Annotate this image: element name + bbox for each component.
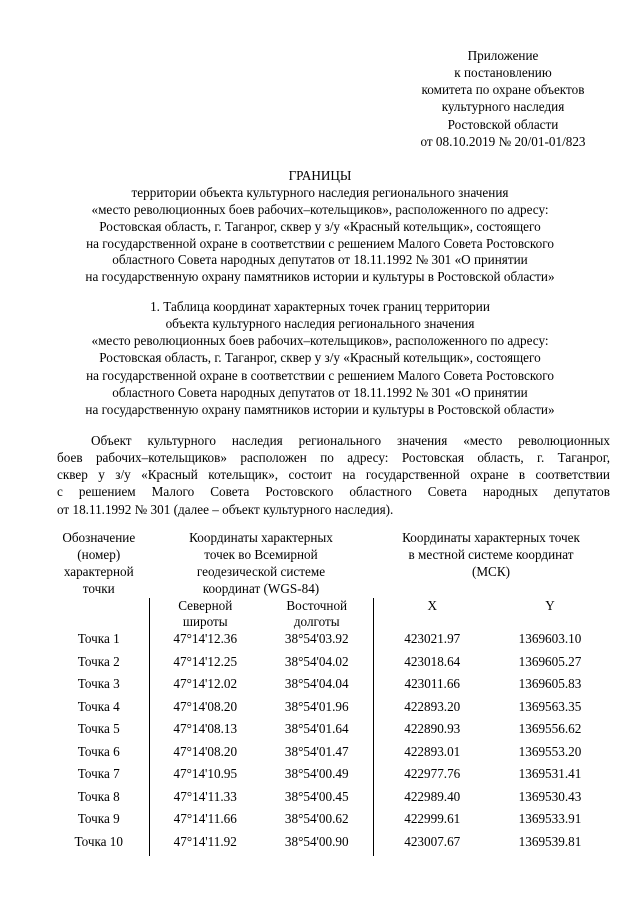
x-value: 422893.20 xyxy=(404,698,461,714)
point-name: Точка 2 xyxy=(77,653,120,669)
point-name: Точка 9 xyxy=(77,811,120,827)
y-value: 1369553.20 xyxy=(518,743,582,759)
latitude-value: 47°14'08.20 xyxy=(149,699,261,722)
title-line: на государственной охране в соответствии с решением Малого Совета Ростовского xyxy=(86,235,554,251)
header-y: Y xyxy=(545,597,555,613)
header-line: (МСК) xyxy=(471,563,511,579)
x-value: 422893.01 xyxy=(404,743,461,759)
coordinates-table xyxy=(49,530,609,856)
header-line: в местной системе координат xyxy=(408,546,574,562)
description-paragraph xyxy=(57,432,610,518)
y-value: 1369603.10 xyxy=(518,631,582,647)
longitude-value: 38°54'00.90 xyxy=(261,834,373,857)
table-title-line: Ростовская область, г. Таганрог, сквер у з/у «Красный котельщик», состоящего xyxy=(99,350,541,366)
latitude-value: 47°14'12.02 xyxy=(149,676,261,699)
y-value: 1369605.83 xyxy=(518,676,582,692)
longitude-value: 38°54'00.49 xyxy=(261,766,373,789)
table-title-line: областного Совета народных депутатов от 18.11.1992 № 301 «О принятии xyxy=(112,384,528,400)
table-title-line: на государственную охрану памятников истории и культуры в Ростовской области» xyxy=(85,401,555,417)
x-value: 423011.66 xyxy=(404,676,461,692)
table-body xyxy=(49,631,609,856)
header-msk xyxy=(373,530,609,598)
table-row xyxy=(49,811,609,834)
x-value: 422890.93 xyxy=(404,721,461,737)
latitude-value: 47°14'08.20 xyxy=(149,744,261,767)
table-header-row xyxy=(49,530,609,598)
header-x: X xyxy=(427,597,438,613)
latitude-value: 47°14'12.25 xyxy=(149,654,261,677)
header-line: (номер) xyxy=(77,546,121,562)
longitude-value: 38°54'03.92 xyxy=(261,631,373,654)
longitude-value: 38°54'01.64 xyxy=(261,721,373,744)
table-title-line: на государственной охране в соответствии с решением Малого Совета Ростовского xyxy=(86,367,554,383)
title-line: территории объекта культурного наследия регионального значения xyxy=(131,184,509,200)
latitude-value: 47°14'11.92 xyxy=(149,834,261,857)
table-row xyxy=(49,789,609,812)
title-line: Ростовская область, г. Таганрог, сквер у з/у «Красный котельщик», состоящего xyxy=(99,218,541,234)
x-value: 422989.40 xyxy=(404,788,461,804)
header-line: Восточной xyxy=(286,597,348,613)
point-name: Точка 1 xyxy=(77,631,120,647)
point-name: Точка 10 xyxy=(74,833,123,849)
table-title-line: объекта культурного наследия регионального значения xyxy=(165,316,475,332)
x-value: 422999.61 xyxy=(404,811,461,827)
header-longitude xyxy=(261,598,373,632)
longitude-value: 38°54'00.62 xyxy=(261,811,373,834)
longitude-value: 38°54'04.04 xyxy=(261,676,373,699)
appendix-line: культурного наследия xyxy=(441,99,565,115)
point-name: Точка 6 xyxy=(77,743,120,759)
y-value: 1369605.27 xyxy=(518,653,582,669)
x-value: 423018.64 xyxy=(404,653,461,669)
header-line: Обозначение xyxy=(62,530,136,545)
latitude-value: 47°14'08.13 xyxy=(149,721,261,744)
header-line: Координаты характерных точек xyxy=(402,530,580,545)
title-line: областного Совета народных депутатов от 18.11.1992 № 301 «О принятии xyxy=(112,252,528,268)
header-line: долготы xyxy=(293,614,340,630)
header-line: характерной xyxy=(63,563,134,579)
y-value: 1369563.35 xyxy=(518,698,582,714)
x-value: 423007.67 xyxy=(404,833,461,849)
latitude-value: 47°14'10.95 xyxy=(149,766,261,789)
table-title-line: «место революционных боев рабочих–котельщиков», расположенного по адресу: xyxy=(91,333,549,349)
latitude-value: 47°14'12.36 xyxy=(149,631,261,654)
header-line: Северной xyxy=(178,597,233,613)
table-row xyxy=(49,631,609,654)
y-value: 1369539.81 xyxy=(518,833,582,849)
table-row xyxy=(49,699,609,722)
longitude-value: 38°54'01.96 xyxy=(261,699,373,722)
paragraph-line: боев рабочих–котельщиков» расположен по адресу: Ростовская область, г. Таганрог, xyxy=(57,450,610,466)
point-name: Точка 5 xyxy=(77,721,120,737)
appendix-line: к постановлению xyxy=(454,65,552,81)
appendix-line: комитета по охране объектов xyxy=(421,82,585,98)
document-title xyxy=(20,168,620,286)
table-row xyxy=(49,834,609,857)
table-row xyxy=(49,654,609,677)
table-row xyxy=(49,744,609,767)
table-row xyxy=(49,676,609,699)
longitude-value: 38°54'04.02 xyxy=(261,654,373,677)
header-line: Координаты характерных xyxy=(189,530,333,545)
latitude-value: 47°14'11.33 xyxy=(149,789,261,812)
appendix-line: Ростовской области xyxy=(447,116,559,132)
y-value: 1369533.91 xyxy=(518,811,582,827)
header-line: геодезической системе xyxy=(196,563,326,579)
paragraph-line: от 18.11.1992 № 301 (далее – объект культурного наследия). xyxy=(57,501,394,517)
header-line: координат (WGS-84) xyxy=(202,580,320,596)
point-name: Точка 3 xyxy=(77,676,120,692)
point-name: Точка 4 xyxy=(77,698,120,714)
appendix-line: Приложение xyxy=(467,48,539,63)
table-row xyxy=(49,766,609,789)
appendix-header xyxy=(398,47,608,150)
table-title-line: 1. Таблица координат характерных точек границ территории xyxy=(150,299,490,314)
paragraph-line: с решением Малого Совета Ростовского областного Совета народных депутатов xyxy=(57,484,610,500)
table-row xyxy=(49,721,609,744)
x-value: 423021.97 xyxy=(404,631,461,647)
header-line: точек во Всемирной xyxy=(204,546,318,562)
paragraph-line: Объект культурного наследия регионального значения «место революционных xyxy=(91,433,610,448)
table-title xyxy=(20,298,620,418)
y-value: 1369556.62 xyxy=(518,721,582,737)
x-value: 422977.76 xyxy=(404,766,461,782)
longitude-value: 38°54'00.45 xyxy=(261,789,373,812)
header-line: широты xyxy=(182,614,228,630)
header-latitude xyxy=(149,598,261,632)
point-name: Точка 7 xyxy=(77,766,120,782)
y-value: 1369530.43 xyxy=(518,788,582,804)
title-line: ГРАНИЦЫ xyxy=(288,168,352,183)
header-line: точки xyxy=(82,580,115,596)
appendix-line: от 08.10.2019 № 20/01-01/823 xyxy=(420,133,586,149)
y-value: 1369531.41 xyxy=(518,766,582,782)
header-wgs84 xyxy=(149,530,373,598)
paragraph-line: сквер у з/у «Красный котельщик», состоит на государственной охране в соответствии xyxy=(57,467,610,483)
title-line: на государственную охрану памятников истории и культуры в Ростовской области» xyxy=(85,269,555,285)
latitude-value: 47°14'11.66 xyxy=(149,811,261,834)
header-point-id xyxy=(49,530,149,631)
longitude-value: 38°54'01.47 xyxy=(261,744,373,767)
title-line: «место революционных боев рабочих–котельщиков», расположенного по адресу: xyxy=(91,201,549,217)
point-name: Точка 8 xyxy=(77,788,120,804)
